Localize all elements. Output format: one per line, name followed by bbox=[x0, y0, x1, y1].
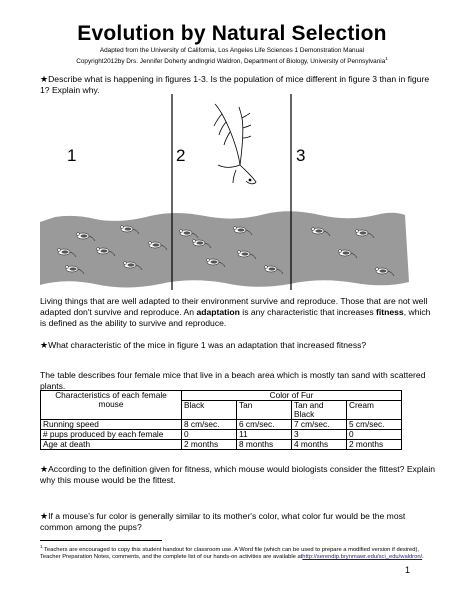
mouse-icon bbox=[121, 226, 139, 234]
column-header: Black bbox=[182, 401, 237, 420]
fitness-term: fitness bbox=[376, 307, 404, 317]
question-4-text: If a mouse's fur color is generally similar to its mother's color, what color fur would be the most common among the pups? bbox=[40, 511, 406, 532]
table-row bbox=[41, 430, 402, 440]
star-icon: ★ bbox=[40, 464, 49, 474]
table-cell: 3 bbox=[292, 430, 347, 440]
adapted-note: Adapted from the University of California, Los Angeles Life Sciences 1 Demonstration Manual bbox=[99, 47, 365, 54]
question-1-text: Describe what is happening in figures 1-3. Is the population of mice different in figure 3 than in figure 1? Explain why. bbox=[40, 74, 430, 95]
row-label: Running speed bbox=[41, 420, 182, 430]
mouse-icon bbox=[312, 228, 330, 236]
footnote-end: . bbox=[422, 553, 424, 560]
page-number: 1 bbox=[405, 565, 411, 575]
footnote-text: Teachers are encouraged to copy this student handout for classroom use. A Word file (which can be used to prepare a modified version if desired), Teacher Preparation Notes, comments, and the complete list of our hands-on activities are available at bbox=[40, 546, 419, 560]
mouse-icon bbox=[238, 251, 256, 259]
copyright-text: Copyright2012by Drs. Jennifer Doherty andIngrid Waldron, Department of Biology, University of Pennsylvania bbox=[76, 58, 386, 66]
table-row bbox=[41, 420, 402, 430]
question-2 bbox=[40, 340, 435, 351]
table-group-header: Color of Fur bbox=[182, 391, 402, 401]
mouse-icon bbox=[376, 268, 394, 276]
mouse-icon bbox=[66, 266, 84, 274]
figure-label-1: 1 bbox=[67, 146, 77, 165]
paragraph-text-1: Living things that are well adapted to their environment survive and reproduce. Those that are not well adapted don't survive and reproduce. An bbox=[40, 296, 428, 317]
adaptation-paragraph bbox=[40, 296, 435, 329]
table-cell: 0 bbox=[182, 430, 237, 440]
footnote bbox=[40, 543, 438, 561]
paragraph-text-2: is any characteristic that increases bbox=[239, 307, 377, 317]
table-corner-header: Characteristics of each female mouse bbox=[41, 391, 182, 420]
star-icon: ★ bbox=[40, 340, 49, 350]
table-cell: 7 cm/sec. bbox=[292, 420, 347, 430]
page-title: Evolution by Natural Selection bbox=[77, 22, 387, 45]
footnote-mark: 1 bbox=[40, 544, 43, 549]
footnote-link[interactable]: http://serendip.brynmawr.edu/sci_edu/waldron/ bbox=[302, 553, 423, 560]
mouse-table bbox=[40, 390, 402, 450]
table-intro: The table describes four female mice that live in a beach area which is mostly tan sand with scattered plants. bbox=[40, 370, 426, 391]
table-cell: 5 cm/sec. bbox=[347, 420, 402, 430]
star-icon: ★ bbox=[40, 511, 49, 521]
mouse-icon bbox=[149, 242, 167, 250]
mouse-icon bbox=[97, 248, 115, 256]
table-cell: 2 months bbox=[347, 440, 402, 450]
question-3-text: According to the definition given for fitness, which mouse would biologists consider the fittest? Explain why this mouse would be the fittest. bbox=[40, 464, 436, 485]
star-icon: ★ bbox=[40, 74, 49, 84]
mouse-icon bbox=[77, 233, 95, 241]
table-header-row bbox=[41, 391, 402, 401]
paragraph-text-3: , which is defined as the ability to survive and reproduce. bbox=[40, 307, 431, 328]
mouse-icon bbox=[234, 227, 252, 235]
mouse-icon bbox=[207, 259, 225, 267]
figure-label-2: 2 bbox=[176, 146, 186, 165]
table-row bbox=[41, 440, 402, 450]
table-cell: 8 cm/sec. bbox=[182, 420, 237, 430]
table-cell: 4 months bbox=[292, 440, 347, 450]
table-cell: 2 months bbox=[182, 440, 237, 450]
mouse-icon bbox=[193, 240, 211, 248]
column-header: Tan and Black bbox=[292, 401, 347, 420]
mouse-icon bbox=[356, 230, 374, 238]
table-cell: 6 cm/sec. bbox=[237, 420, 292, 430]
copyright-footnote-mark: 1 bbox=[385, 56, 388, 61]
question-4 bbox=[40, 511, 435, 533]
mouse-icon bbox=[265, 266, 283, 274]
column-header: Cream bbox=[347, 401, 402, 420]
table-cell: 11 bbox=[237, 430, 292, 440]
mouse-icon bbox=[58, 249, 76, 257]
adaptation-term: adaptation bbox=[196, 307, 240, 317]
table-cell: 8 months bbox=[237, 440, 292, 450]
column-header: Tan bbox=[237, 401, 292, 420]
question-3 bbox=[40, 464, 435, 486]
figure-label-3: 3 bbox=[296, 146, 306, 165]
mouse-icon bbox=[180, 230, 198, 238]
table-cell: 0 bbox=[347, 430, 402, 440]
mouse-icon bbox=[124, 262, 142, 270]
row-label: Age at death bbox=[41, 440, 182, 450]
mouse-icon bbox=[339, 250, 357, 258]
question-2-text: What characteristic of the mice in figure 1 was an adaptation that increased fitness? bbox=[48, 340, 367, 350]
footnote-divider bbox=[40, 540, 162, 541]
row-label: # pups produced by each female bbox=[41, 430, 182, 440]
